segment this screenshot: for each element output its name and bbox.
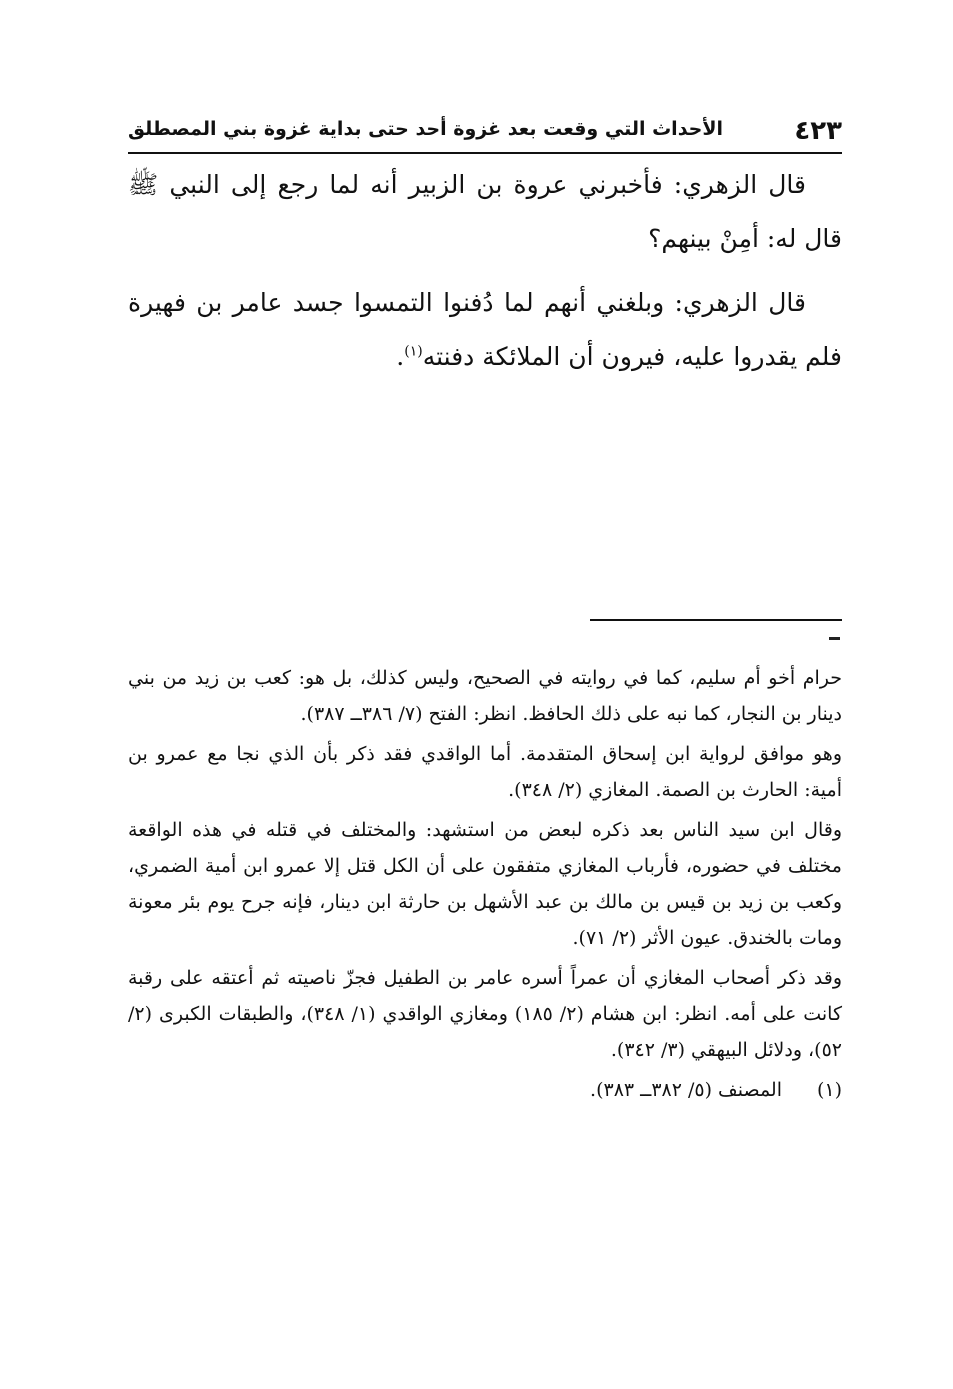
footnote-continued: وهو موافق لرواية ابن إسحاق المتقدمة. أما الواقدي فقد ذكر بأن الذي نجا مع عمرو بن أمية: الحارث بن الصمة. المغازي (٢/ ٣٤٨). <box>128 743 842 801</box>
footnote-continued: وقال ابن سيد الناس بعد ذكره لبعض من استشهد: والمختلف في قتله في هذه الواقعة مختلف في حضوره، فأرباب المغازي متفقون على أن الكل قتل إلا عمرو ابن أمية الضمري، وكعب بن زيد بن قيس بن مالك بن عبد الأشهل بن حارثة ابن دينار، فإنه جرح يوم بئر معونة ومات بالخندق. عيون الأثر (٢/ ٧١). <box>128 819 842 949</box>
footnotes-section <box>128 660 842 1112</box>
paragraph-end-mark: . <box>396 342 405 371</box>
footnote-continued: حرام أخو أم سليم، كما في روايته في الصحيح، وليس كذلك، بل هو: كعب بن زيد من بني دينار بن النجار، كما نبه على ذلك الحافظ. انظر: الفتح (٧/ ٣٨٦ــ ٣٨٧). <box>128 667 842 725</box>
footnote-continuation-mark <box>829 637 840 640</box>
page-number: ٤٢٣ <box>794 116 842 146</box>
footnote-reference[interactable]: (١) <box>404 343 423 360</box>
running-title: الأحداث التي وقعت بعد غزوة أحد حتى بداية غزوة بني المصطلق <box>128 118 724 140</box>
body-paragraph: قال الزهري: فأخبرني عروة بن الزبير أنه لما رجع إلى النبي ﷺ قال له: أمِنْ بينهم؟ <box>128 170 842 253</box>
footnote-continued: وقد ذكر أصحاب المغازي أن عمراً أسره عامر بن الطفيل فجزّ ناصيته ثم أعتقه على رقبة كانت على أمه. انظر: ابن هشام (٢/ ١٨٥) ومغازي الواقدي (١/ ٣٤٨)، والطبقات الكبرى (٢/ ٥٢)، ودلائل البيهقي (٣/ ٣٤٢). <box>128 967 843 1061</box>
body-paragraph <box>128 276 842 384</box>
page-header <box>128 112 842 154</box>
footnote-text: المصنف (٥/ ٣٨٢ــ ٣٨٣). <box>590 1079 782 1101</box>
footnote-item <box>128 1072 842 1108</box>
footnote-divider <box>590 619 842 621</box>
main-text <box>128 158 842 394</box>
footnote-number: (١) <box>816 1079 842 1101</box>
body-paragraph-text: قال الزهري: وبلغني أنهم لما دُفنوا التمسوا جسد عامر بن فهيرة فلم يقدروا عليه، فيرون أن الملائكة دفنته <box>128 288 842 371</box>
